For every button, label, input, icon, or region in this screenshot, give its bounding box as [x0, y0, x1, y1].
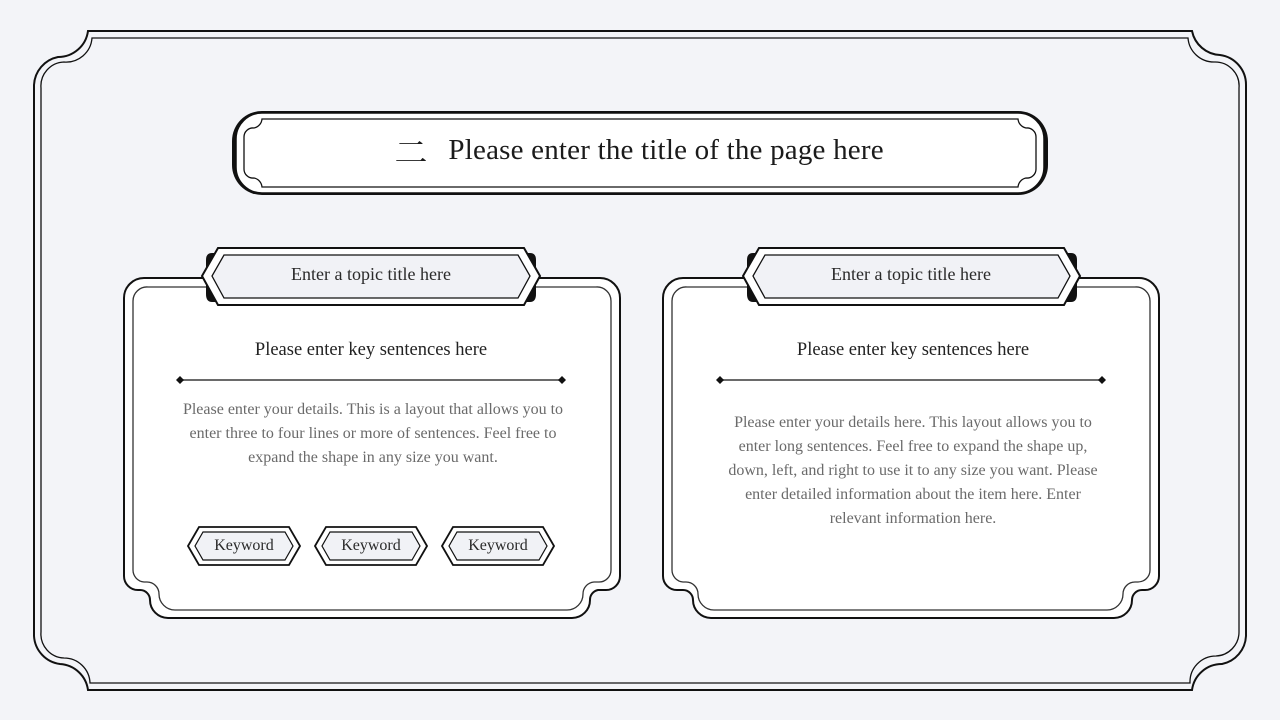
card-2-key-sentence: Please enter key sentences here [796, 340, 1030, 360]
card-1-key-sentence: Please enter key sentences here [254, 340, 488, 360]
keyword-chip-label: Keyword [468, 537, 528, 554]
page-title-text: Please enter the title of the page here [448, 133, 884, 166]
keyword-chip-label: Keyword [341, 537, 401, 554]
section-number: 二 [394, 136, 428, 171]
card-2-details: Please enter your details here. This layout allows you to enter long sentences. Feel free to expand the shape up, down, left, and right to use it to any size you want. Please enter detailed information about the item here. Enter relevant information here. [728, 414, 1098, 527]
keyword-chip-label: Keyword [214, 537, 274, 554]
card-2-topic-title: Enter a topic title here [831, 263, 991, 284]
card-1-details: Please enter your details. This is a layout that allows you to enter three to four lines or more of sentences. Feel free to expand the shape in any size you want. [182, 401, 564, 466]
card-1-topic-title: Enter a topic title here [291, 263, 451, 284]
